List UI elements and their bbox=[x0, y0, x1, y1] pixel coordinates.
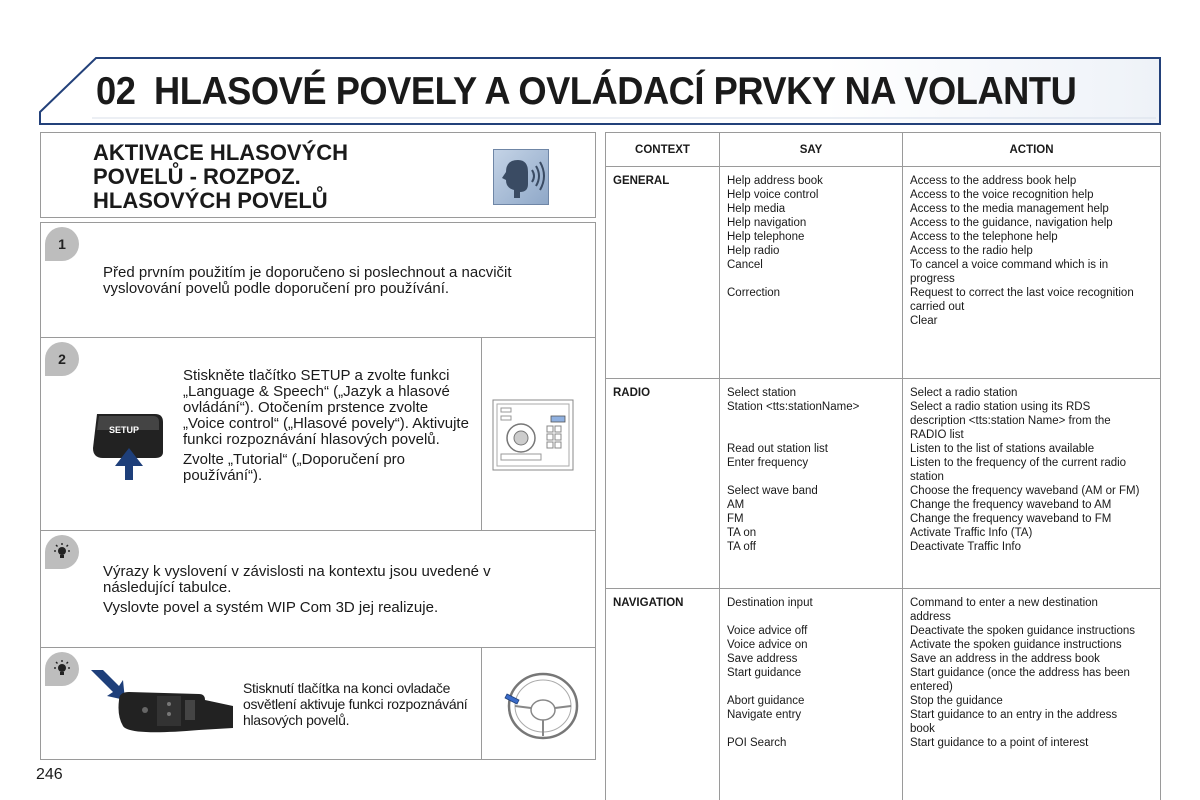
step-1-panel bbox=[40, 222, 596, 338]
say-line: Help address book bbox=[727, 175, 823, 187]
step-2-badge: 2 bbox=[45, 342, 79, 376]
action-line: progress bbox=[910, 273, 955, 285]
say-line: Correction bbox=[727, 287, 781, 299]
steering-wheel-illustration bbox=[503, 668, 583, 744]
radio-unit-illustration bbox=[489, 398, 589, 478]
say-line: Voice advice on bbox=[727, 639, 808, 651]
say-line: Voice advice off bbox=[727, 625, 808, 637]
say-line: Help navigation bbox=[727, 217, 807, 229]
say-line: Cancel bbox=[727, 259, 763, 271]
action-line: Change the frequency waveband to AM bbox=[910, 499, 1112, 511]
setup-button-label: SETUP bbox=[109, 425, 140, 435]
step-1-paragraph: Před prvním použitím je doporučeno si poslechnout a nacvičit vyslovování povelů podle doporučení pro používání. bbox=[103, 264, 512, 297]
say-line: Start guidance bbox=[727, 667, 802, 679]
action-line: Command to enter a new destination bbox=[910, 597, 1098, 609]
say-line bbox=[727, 272, 896, 286]
action-line: Access to the radio help bbox=[910, 245, 1033, 257]
lightbulb-icon bbox=[52, 659, 72, 679]
action-line: Start guidance (once the address has been bbox=[910, 667, 1130, 679]
say-line: Save address bbox=[727, 653, 798, 665]
say-line: Station <tts:stationName> bbox=[727, 401, 860, 413]
tip-2-badge bbox=[45, 652, 79, 686]
action-line: Select a radio station using its RDS bbox=[910, 401, 1091, 413]
chapter-title bbox=[96, 70, 1076, 118]
column-header-action: ACTION bbox=[903, 133, 1161, 167]
voice-command-table bbox=[605, 132, 1161, 800]
step-2-text bbox=[183, 368, 473, 488]
say-line: POI Search bbox=[727, 737, 787, 749]
say-line: Destination input bbox=[727, 597, 813, 609]
action-line: carried out bbox=[910, 301, 965, 313]
page-number: 246 bbox=[36, 766, 63, 783]
action-line: Access to the telephone help bbox=[910, 231, 1058, 243]
action-line: station bbox=[910, 471, 944, 483]
say-line bbox=[727, 470, 896, 484]
action-line: Activate Traffic Info (TA) bbox=[910, 527, 1033, 539]
column-header-say: SAY bbox=[720, 133, 903, 167]
table-row bbox=[606, 167, 1161, 379]
action-line: Activate the spoken guidance instructions bbox=[910, 639, 1122, 651]
action-line: description <tts:station Name> from the bbox=[910, 415, 1111, 427]
say-line: Select station bbox=[727, 387, 797, 399]
context-cell: RADIO bbox=[606, 379, 720, 589]
table-row bbox=[606, 379, 1161, 589]
action-line: Deactivate the spoken guidance instructions bbox=[910, 625, 1136, 637]
say-line: TA on bbox=[727, 527, 757, 539]
action-cell bbox=[903, 379, 1161, 589]
tip-2-panel bbox=[40, 647, 596, 760]
action-line: Access to the address book help bbox=[910, 175, 1077, 187]
step-1-text bbox=[103, 265, 573, 301]
action-line: address bbox=[910, 611, 951, 623]
tip-2-text bbox=[243, 680, 473, 732]
step-2-paragraph-2: Zvolte „Tutorial“ („Doporučení pro používání“). bbox=[183, 451, 406, 484]
section-header-panel bbox=[40, 132, 596, 218]
context-cell: GENERAL bbox=[606, 167, 720, 379]
action-line: Listen to the list of stations available bbox=[910, 443, 1095, 455]
say-line: Abort guidance bbox=[727, 695, 805, 707]
action-line: RADIO list bbox=[910, 429, 964, 441]
table-row bbox=[606, 589, 1161, 800]
action-line: Access to the media management help bbox=[910, 203, 1109, 215]
action-line: Change the frequency waveband to FM bbox=[910, 513, 1112, 525]
action-line: To cancel a voice command which is in bbox=[910, 259, 1109, 271]
action-line: Deactivate Traffic Info bbox=[910, 541, 1022, 553]
step-2-panel bbox=[40, 337, 596, 531]
action-line: Access to the voice recognition help bbox=[910, 189, 1094, 201]
voice-command-icon bbox=[493, 149, 549, 205]
tip-2-divider bbox=[481, 648, 482, 759]
say-line: Read out station list bbox=[727, 443, 829, 455]
say-line bbox=[727, 414, 896, 428]
section-title: AKTIVACE HLASOVÝCH POVELŮ - ROZPOZ. HLASOVÝCH POVELŮ bbox=[93, 140, 349, 213]
say-line bbox=[727, 722, 896, 736]
action-line: Choose the frequency waveband (AM or FM) bbox=[910, 485, 1140, 497]
say-line: Help media bbox=[727, 203, 786, 215]
context-cell: NAVIGATION bbox=[606, 589, 720, 800]
say-line: Help telephone bbox=[727, 231, 805, 243]
say-line: TA off bbox=[727, 541, 756, 553]
action-line: book bbox=[910, 723, 935, 735]
tip-1-panel bbox=[40, 530, 596, 648]
tip-2-paragraph: Stisknutí tlačítka na konci ovladače osvětlení aktivuje funkci rozpoznávání hlasových povelů. bbox=[243, 680, 468, 728]
say-line bbox=[727, 680, 896, 694]
action-line: Save an address in the address book bbox=[910, 653, 1100, 665]
say-line: Navigate entry bbox=[727, 709, 802, 721]
say-cell bbox=[720, 167, 903, 379]
lighting-stalk-illustration bbox=[89, 666, 237, 744]
action-cell bbox=[903, 589, 1161, 800]
action-line: Start guidance to an entry in the address bbox=[910, 709, 1118, 721]
action-line: Stop the guidance bbox=[910, 695, 1003, 707]
action-line: Access to the guidance, navigation help bbox=[910, 217, 1113, 229]
tip-1-paragraph-2: Vyslovte povel a systém WIP Com 3D jej realizuje. bbox=[103, 599, 439, 616]
action-cell bbox=[903, 167, 1161, 379]
tip-1-paragraph-1: Výrazy k vyslovení v závislosti na kontextu jsou uvedené v následující tabulce. bbox=[103, 563, 491, 596]
say-line: Enter frequency bbox=[727, 457, 809, 469]
step-2-paragraph-1: Stiskněte tlačítko SETUP a zvolte funkci „Language & Speech“ („Jazyk a hlasové ovládání“). Otočením prstence zvolte „Voice control“ („Hlasové povely“). Aktivujte funkci rozpoznávání hlasových povelů. bbox=[183, 367, 469, 448]
say-line: Select wave band bbox=[727, 485, 818, 497]
press-arrow-icon bbox=[91, 410, 181, 490]
chapter-title-text: HLASOVÉ POVELY A OVLÁDACÍ PRVKY NA VOLANTU bbox=[154, 70, 1077, 113]
action-line: Clear bbox=[910, 315, 938, 327]
say-cell bbox=[720, 379, 903, 589]
say-line: FM bbox=[727, 513, 744, 525]
tip-1-text bbox=[103, 564, 523, 620]
say-cell bbox=[720, 589, 903, 800]
tip-1-badge bbox=[45, 535, 79, 569]
action-line: entered) bbox=[910, 681, 953, 693]
setup-button-illustration bbox=[91, 410, 181, 490]
step-2-divider bbox=[481, 338, 482, 530]
say-line: AM bbox=[727, 499, 745, 511]
chapter-number: 02 bbox=[96, 70, 136, 113]
action-line: Listen to the frequency of the current radio bbox=[910, 457, 1127, 469]
step-1-badge: 1 bbox=[45, 227, 79, 261]
column-header-context: CONTEXT bbox=[606, 133, 720, 167]
action-line: Start guidance to a point of interest bbox=[910, 737, 1089, 749]
say-line bbox=[727, 428, 896, 442]
table-header-row bbox=[606, 133, 1161, 167]
say-line: Help voice control bbox=[727, 189, 819, 201]
action-line: Request to correct the last voice recognition bbox=[910, 287, 1134, 299]
lightbulb-icon bbox=[52, 542, 72, 562]
say-line: Help radio bbox=[727, 245, 780, 257]
action-line: Select a radio station bbox=[910, 387, 1018, 399]
say-line bbox=[727, 610, 896, 624]
